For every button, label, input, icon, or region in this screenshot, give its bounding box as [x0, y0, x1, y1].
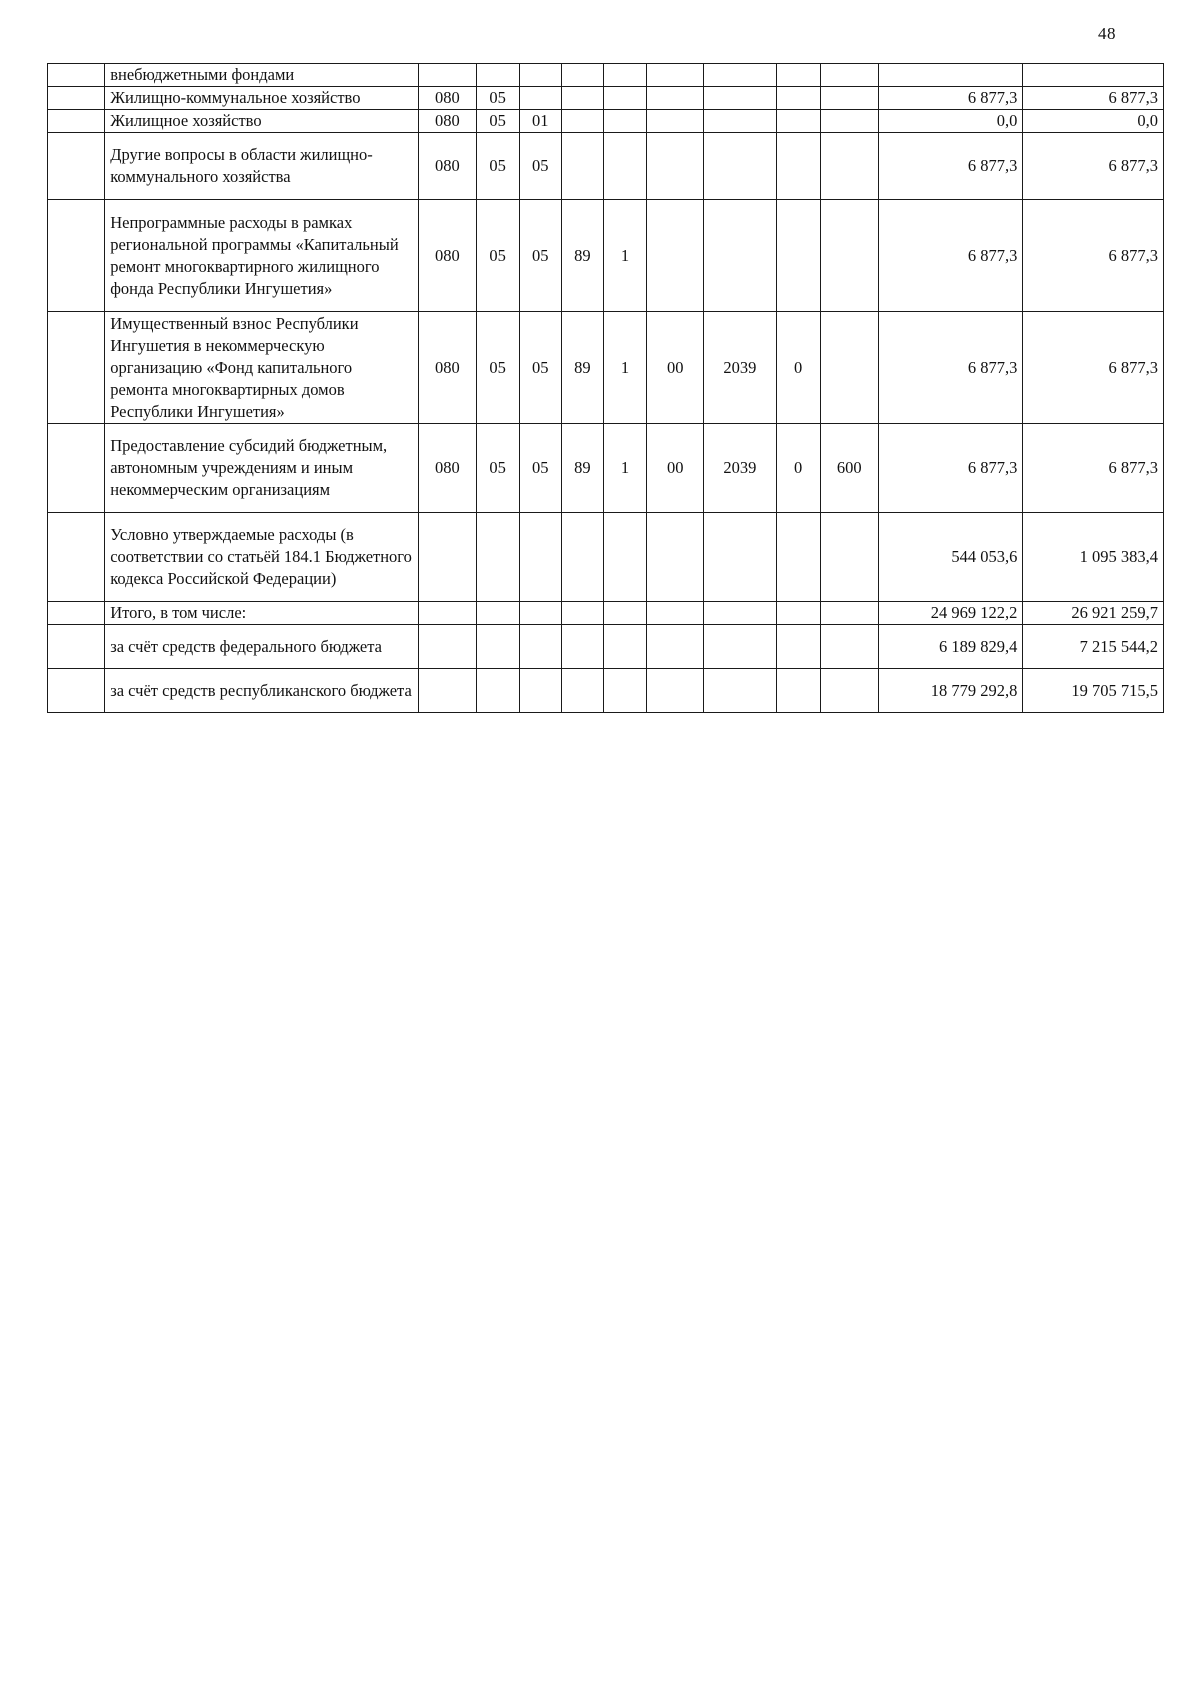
budget-table — [47, 63, 1164, 713]
code-cell — [561, 110, 603, 133]
code-cell: 89 — [561, 200, 603, 312]
amount-year-2: 6 877,3 — [1023, 424, 1164, 513]
amount-year-2: 26 921 259,7 — [1023, 602, 1164, 625]
code-cell — [519, 513, 561, 602]
code-cell — [776, 110, 820, 133]
page-number: 48 — [1098, 24, 1116, 43]
code-cell — [519, 64, 561, 87]
code-cell — [647, 133, 704, 200]
code-cell — [704, 669, 776, 713]
code-cell — [647, 110, 704, 133]
amount-year-1: 6 877,3 — [878, 200, 1023, 312]
table-row — [48, 64, 1164, 87]
code-cell — [820, 625, 878, 669]
code-cell: 05 — [519, 424, 561, 513]
code-cell — [561, 87, 603, 110]
code-cell — [647, 625, 704, 669]
table-row — [48, 87, 1164, 110]
row-name: Жилищно-коммунальное хозяйство — [105, 87, 419, 110]
code-cell — [820, 133, 878, 200]
amount-year-1: 544 053,6 — [878, 513, 1023, 602]
code-cell — [647, 602, 704, 625]
table-row — [48, 200, 1164, 312]
code-cell — [519, 602, 561, 625]
table-row — [48, 133, 1164, 200]
code-cell — [820, 87, 878, 110]
amount-year-2: 6 877,3 — [1023, 133, 1164, 200]
code-cell: 080 — [419, 87, 476, 110]
amount-year-1: 6 877,3 — [878, 87, 1023, 110]
code-cell — [561, 513, 603, 602]
code-cell: 080 — [419, 133, 476, 200]
code-cell — [704, 200, 776, 312]
code-cell — [776, 513, 820, 602]
code-cell: 080 — [419, 200, 476, 312]
code-cell: 89 — [561, 424, 603, 513]
code-cell — [561, 602, 603, 625]
code-cell — [647, 87, 704, 110]
amount-year-2: 6 877,3 — [1023, 312, 1164, 424]
amount-year-1: 6 877,3 — [878, 133, 1023, 200]
amount-year-2: 1 095 383,4 — [1023, 513, 1164, 602]
code-cell — [476, 602, 519, 625]
code-cell — [704, 87, 776, 110]
code-cell: 0 — [776, 424, 820, 513]
table-row — [48, 110, 1164, 133]
row-name: Итого, в том числе: — [105, 602, 419, 625]
code-cell: 89 — [561, 312, 603, 424]
code-cell — [419, 625, 476, 669]
code-cell: 1 — [603, 200, 646, 312]
code-cell: 600 — [820, 424, 878, 513]
code-cell: 2039 — [704, 424, 776, 513]
row-number-cell — [48, 200, 105, 312]
code-cell — [647, 200, 704, 312]
code-cell: 05 — [476, 424, 519, 513]
code-cell — [603, 602, 646, 625]
code-cell — [776, 133, 820, 200]
code-cell — [820, 64, 878, 87]
table-row — [48, 669, 1164, 713]
code-cell — [647, 513, 704, 602]
code-cell: 080 — [419, 424, 476, 513]
code-cell — [776, 200, 820, 312]
table-row — [48, 513, 1164, 602]
code-cell — [476, 625, 519, 669]
code-cell: 05 — [476, 133, 519, 200]
row-name: за счёт средств республиканского бюджета — [105, 669, 419, 713]
code-cell: 00 — [647, 424, 704, 513]
row-name: внебюджетными фондами — [105, 64, 419, 87]
row-number-cell — [48, 424, 105, 513]
code-cell — [603, 87, 646, 110]
code-cell — [704, 133, 776, 200]
code-cell — [820, 312, 878, 424]
code-cell: 05 — [476, 312, 519, 424]
amount-year-2: 19 705 715,5 — [1023, 669, 1164, 713]
code-cell: 05 — [519, 200, 561, 312]
table-row — [48, 424, 1164, 513]
row-name: Предоставление субсидий бюджетным, автономным учреждениям и иным некоммерческим организациям — [105, 424, 419, 513]
code-cell: 080 — [419, 312, 476, 424]
amount-year-1: 6 877,3 — [878, 424, 1023, 513]
amount-year-1: 0,0 — [878, 110, 1023, 133]
code-cell — [603, 110, 646, 133]
code-cell — [704, 625, 776, 669]
code-cell — [519, 87, 561, 110]
code-cell — [704, 110, 776, 133]
amount-year-2: 0,0 — [1023, 110, 1164, 133]
table-row — [48, 625, 1164, 669]
code-cell — [603, 133, 646, 200]
code-cell: 05 — [476, 200, 519, 312]
code-cell — [476, 64, 519, 87]
code-cell — [419, 513, 476, 602]
code-cell — [820, 602, 878, 625]
code-cell — [776, 64, 820, 87]
row-name: Условно утверждаемые расходы (в соответствии со статьёй 184.1 Бюджетного кодекса Российской Федерации) — [105, 513, 419, 602]
code-cell — [820, 513, 878, 602]
amount-year-2: 7 215 544,2 — [1023, 625, 1164, 669]
code-cell — [820, 669, 878, 713]
code-cell — [419, 64, 476, 87]
code-cell — [561, 669, 603, 713]
code-cell: 1 — [603, 312, 646, 424]
code-cell — [704, 513, 776, 602]
code-cell: 080 — [419, 110, 476, 133]
code-cell — [776, 669, 820, 713]
code-cell — [820, 110, 878, 133]
amount-year-1: 6 877,3 — [878, 312, 1023, 424]
amount-year-2 — [1023, 64, 1164, 87]
code-cell — [776, 602, 820, 625]
code-cell — [704, 602, 776, 625]
code-cell — [476, 513, 519, 602]
row-name: Другие вопросы в области жилищно-коммунального хозяйства — [105, 133, 419, 200]
code-cell — [561, 64, 603, 87]
row-name: Непрограммные расходы в рамках региональной программы «Капитальный ремонт многоквартирного жилищного фонда Республики Ингушетия» — [105, 200, 419, 312]
amount-year-1: 6 189 829,4 — [878, 625, 1023, 669]
row-name: за счёт средств федерального бюджета — [105, 625, 419, 669]
code-cell — [647, 669, 704, 713]
table-row — [48, 312, 1164, 424]
code-cell: 05 — [519, 133, 561, 200]
row-number-cell — [48, 625, 105, 669]
amount-year-1: 24 969 122,2 — [878, 602, 1023, 625]
code-cell — [561, 625, 603, 669]
code-cell — [419, 669, 476, 713]
table-row — [48, 602, 1164, 625]
row-number-cell — [48, 110, 105, 133]
row-number-cell — [48, 602, 105, 625]
code-cell — [603, 669, 646, 713]
row-number-cell — [48, 133, 105, 200]
code-cell — [704, 64, 776, 87]
row-number-cell — [48, 513, 105, 602]
amount-year-2: 6 877,3 — [1023, 200, 1164, 312]
code-cell: 00 — [647, 312, 704, 424]
row-number-cell — [48, 64, 105, 87]
code-cell — [603, 625, 646, 669]
amount-year-1 — [878, 64, 1023, 87]
code-cell: 05 — [519, 312, 561, 424]
amount-year-2: 6 877,3 — [1023, 87, 1164, 110]
code-cell — [820, 200, 878, 312]
code-cell — [519, 625, 561, 669]
row-name: Жилищное хозяйство — [105, 110, 419, 133]
row-number-cell — [48, 312, 105, 424]
code-cell: 2039 — [704, 312, 776, 424]
code-cell: 1 — [603, 424, 646, 513]
code-cell — [419, 602, 476, 625]
code-cell — [776, 625, 820, 669]
code-cell — [519, 669, 561, 713]
row-number-cell — [48, 669, 105, 713]
code-cell — [776, 87, 820, 110]
code-cell: 01 — [519, 110, 561, 133]
code-cell — [476, 669, 519, 713]
code-cell: 05 — [476, 87, 519, 110]
code-cell — [647, 64, 704, 87]
code-cell: 0 — [776, 312, 820, 424]
amount-year-1: 18 779 292,8 — [878, 669, 1023, 713]
code-cell — [603, 513, 646, 602]
code-cell: 05 — [476, 110, 519, 133]
code-cell — [561, 133, 603, 200]
code-cell — [603, 64, 646, 87]
row-name: Имущественный взнос Республики Ингушетия в некоммерческую организацию «Фонд капитального ремонта многоквартирных домов Республики Ингушетия» — [105, 312, 419, 424]
row-number-cell — [48, 87, 105, 110]
